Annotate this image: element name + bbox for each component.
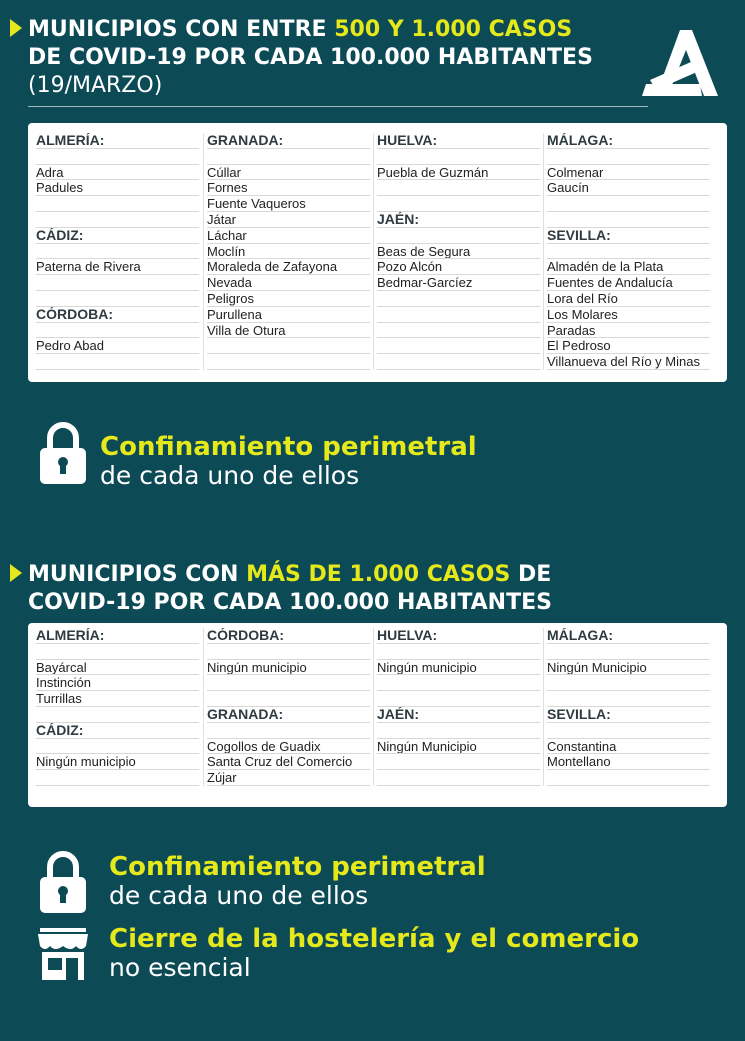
municipality-cell: El Pedroso (547, 338, 710, 354)
municipality-cell: Cogollos de Guadix (207, 739, 370, 755)
municipality-cell (547, 723, 710, 739)
municipality-cell: Ningún municipio (36, 754, 199, 770)
municipality-cell (547, 212, 710, 228)
province-header: CÁDIZ: (36, 228, 199, 244)
municipality-cell (547, 149, 710, 165)
column-divider (373, 133, 374, 370)
municipality-cell: Peligros (207, 291, 370, 307)
municipality-cell (377, 675, 540, 691)
section2-title-line2: COVID-19 POR CADA 100.000 HABITANTES (28, 590, 552, 615)
province-header: CÓRDOBA: (36, 307, 199, 323)
municipality-cell (36, 291, 199, 307)
section1-municipalities-table (28, 123, 727, 382)
municipality-cell (36, 644, 199, 660)
municipality-cell: Adra (36, 165, 199, 181)
municipality-cell (207, 338, 370, 354)
municipality-cell: Bedmar-Garcíez (377, 275, 540, 291)
province-header: CÁDIZ: (36, 723, 199, 739)
province-header: GRANADA: (207, 707, 370, 723)
municipality-cell (36, 275, 199, 291)
column-divider (543, 628, 544, 786)
column-divider (203, 628, 204, 786)
municipality-cell (547, 244, 710, 260)
municipality-cell: Los Molares (547, 307, 710, 323)
padlock-icon (38, 849, 88, 915)
municipality-cell (207, 723, 370, 739)
municipality-cell (377, 323, 540, 339)
municipality-cell (36, 354, 199, 370)
province-header: MÁLAGA: (547, 133, 710, 149)
province-header: HUELVA: (377, 628, 540, 644)
section1-divider (28, 106, 648, 107)
section1-notice (100, 432, 477, 490)
section2-notice2-subtitle: no esencial (109, 953, 251, 982)
municipality-cell (207, 675, 370, 691)
column-divider (203, 133, 204, 370)
padlock-icon (38, 420, 88, 486)
municipality-cell: Láchar (207, 228, 370, 244)
municipality-cell (377, 291, 540, 307)
municipality-cell: Villa de Otura (207, 323, 370, 339)
municipality-cell (36, 739, 199, 755)
municipality-cell (207, 691, 370, 707)
municipality-cell: Moraleda de Zafayona (207, 259, 370, 275)
municipality-cell: Paradas (547, 323, 710, 339)
municipality-cell (377, 691, 540, 707)
province-header: ALMERÍA: (36, 628, 199, 644)
municipality-cell: Puebla de Guzmán (377, 165, 540, 181)
municipality-cell (36, 244, 199, 260)
municipality-cell: Padules (36, 180, 199, 196)
municipality-cell (207, 644, 370, 660)
province-header: MÁLAGA: (547, 628, 710, 644)
municipality-cell (36, 770, 199, 786)
section2-title-highlight: MÁS DE 1.000 CASOS (246, 562, 511, 587)
province-header: CÓRDOBA: (207, 628, 370, 644)
section2-notice1-subtitle: de cada uno de ellos (109, 881, 369, 910)
municipality-cell: Instinción (36, 675, 199, 691)
section1-title-line2: DE COVID-19 POR CADA 100.000 HABITANTES (28, 45, 593, 70)
municipality-cell (547, 675, 710, 691)
section2-notice1-title: Confinamiento perimetral (109, 852, 486, 882)
municipality-cell: Constantina (547, 739, 710, 755)
municipality-cell: Lora del Río (547, 291, 710, 307)
section2-municipalities-table (28, 623, 727, 807)
province-header: GRANADA: (207, 133, 370, 149)
municipality-cell: Purullena (207, 307, 370, 323)
arrow-bullet-icon (10, 564, 22, 582)
municipality-cell (377, 180, 540, 196)
municipality-cell: Fuentes de Andalucía (547, 275, 710, 291)
province-header: SEVILLA: (547, 707, 710, 723)
municipality-cell (36, 212, 199, 228)
municipality-cell (377, 228, 540, 244)
section2-title-pre: MUNICIPIOS CON (28, 562, 247, 587)
section1-notice-subtitle: de cada uno de ellos (100, 461, 360, 490)
section1-title-pre: MUNICIPIOS CON ENTRE (28, 17, 335, 42)
municipality-cell: Gaucín (547, 180, 710, 196)
municipality-cell: Colmenar (547, 165, 710, 181)
municipality-cell: Paterna de Rivera (36, 259, 199, 275)
municipality-cell: Ningún Municipio (547, 660, 710, 676)
municipality-cell: Bayárcal (36, 660, 199, 676)
municipality-cell (377, 754, 540, 770)
municipality-cell (36, 149, 199, 165)
municipality-cell (207, 149, 370, 165)
column-divider (543, 133, 544, 370)
municipality-cell: Zújar (207, 770, 370, 786)
municipality-cell (36, 707, 199, 723)
municipality-cell: Santa Cruz del Comercio (207, 754, 370, 770)
municipality-cell: Montellano (547, 754, 710, 770)
municipality-cell: Moclín (207, 244, 370, 260)
arrow-bullet-icon (10, 19, 22, 37)
municipality-cell: Fuente Vaqueros (207, 196, 370, 212)
municipality-cell (547, 770, 710, 786)
junta-andalucia-logo (640, 28, 720, 98)
municipality-cell (377, 338, 540, 354)
section2-notice2-title: Cierre de la hostelería y el comercio (109, 924, 640, 954)
municipality-cell: Turrillas (36, 691, 199, 707)
municipality-cell (36, 196, 199, 212)
province-header: HUELVA: (377, 133, 540, 149)
section1-headline (10, 16, 593, 100)
section2-headline (10, 561, 552, 617)
section1-title-highlight: 500 Y 1.000 CASOS (334, 17, 573, 42)
municipality-cell (377, 196, 540, 212)
municipality-cell: Ningún Municipio (377, 739, 540, 755)
municipality-cell (377, 644, 540, 660)
province-header: SEVILLA: (547, 228, 710, 244)
municipality-cell (547, 196, 710, 212)
municipality-cell: Cúllar (207, 165, 370, 181)
municipality-cell: Nevada (207, 275, 370, 291)
section2-notice-confinement (109, 852, 486, 910)
municipality-cell (377, 723, 540, 739)
municipality-cell: Játar (207, 212, 370, 228)
municipality-cell: Villanueva del Río y Minas (547, 354, 710, 370)
municipality-cell (547, 644, 710, 660)
municipality-cell: Ningún municipio (207, 660, 370, 676)
shop-icon (36, 926, 90, 982)
municipality-cell (377, 307, 540, 323)
municipality-cell: Pozo Alcón (377, 259, 540, 275)
province-header: JAÉN: (377, 212, 540, 228)
section1-notice-title: Confinamiento perimetral (100, 432, 477, 462)
municipality-cell: Beas de Segura (377, 244, 540, 260)
province-header: ALMERÍA: (36, 133, 199, 149)
municipality-cell (547, 691, 710, 707)
municipality-cell (36, 323, 199, 339)
municipality-cell (377, 354, 540, 370)
municipality-cell: Ningún municipio (377, 660, 540, 676)
municipality-cell (377, 149, 540, 165)
section2-title-post: DE (510, 562, 552, 587)
province-header: JAÉN: (377, 707, 540, 723)
column-divider (373, 628, 374, 786)
municipality-cell: Almadén de la Plata (547, 259, 710, 275)
section2-notice-closure (109, 924, 639, 982)
municipality-cell (207, 354, 370, 370)
municipality-cell: Pedro Abad (36, 338, 199, 354)
municipality-cell: Fornes (207, 180, 370, 196)
section1-date: (19/MARZO) (28, 73, 163, 98)
municipality-cell (377, 770, 540, 786)
